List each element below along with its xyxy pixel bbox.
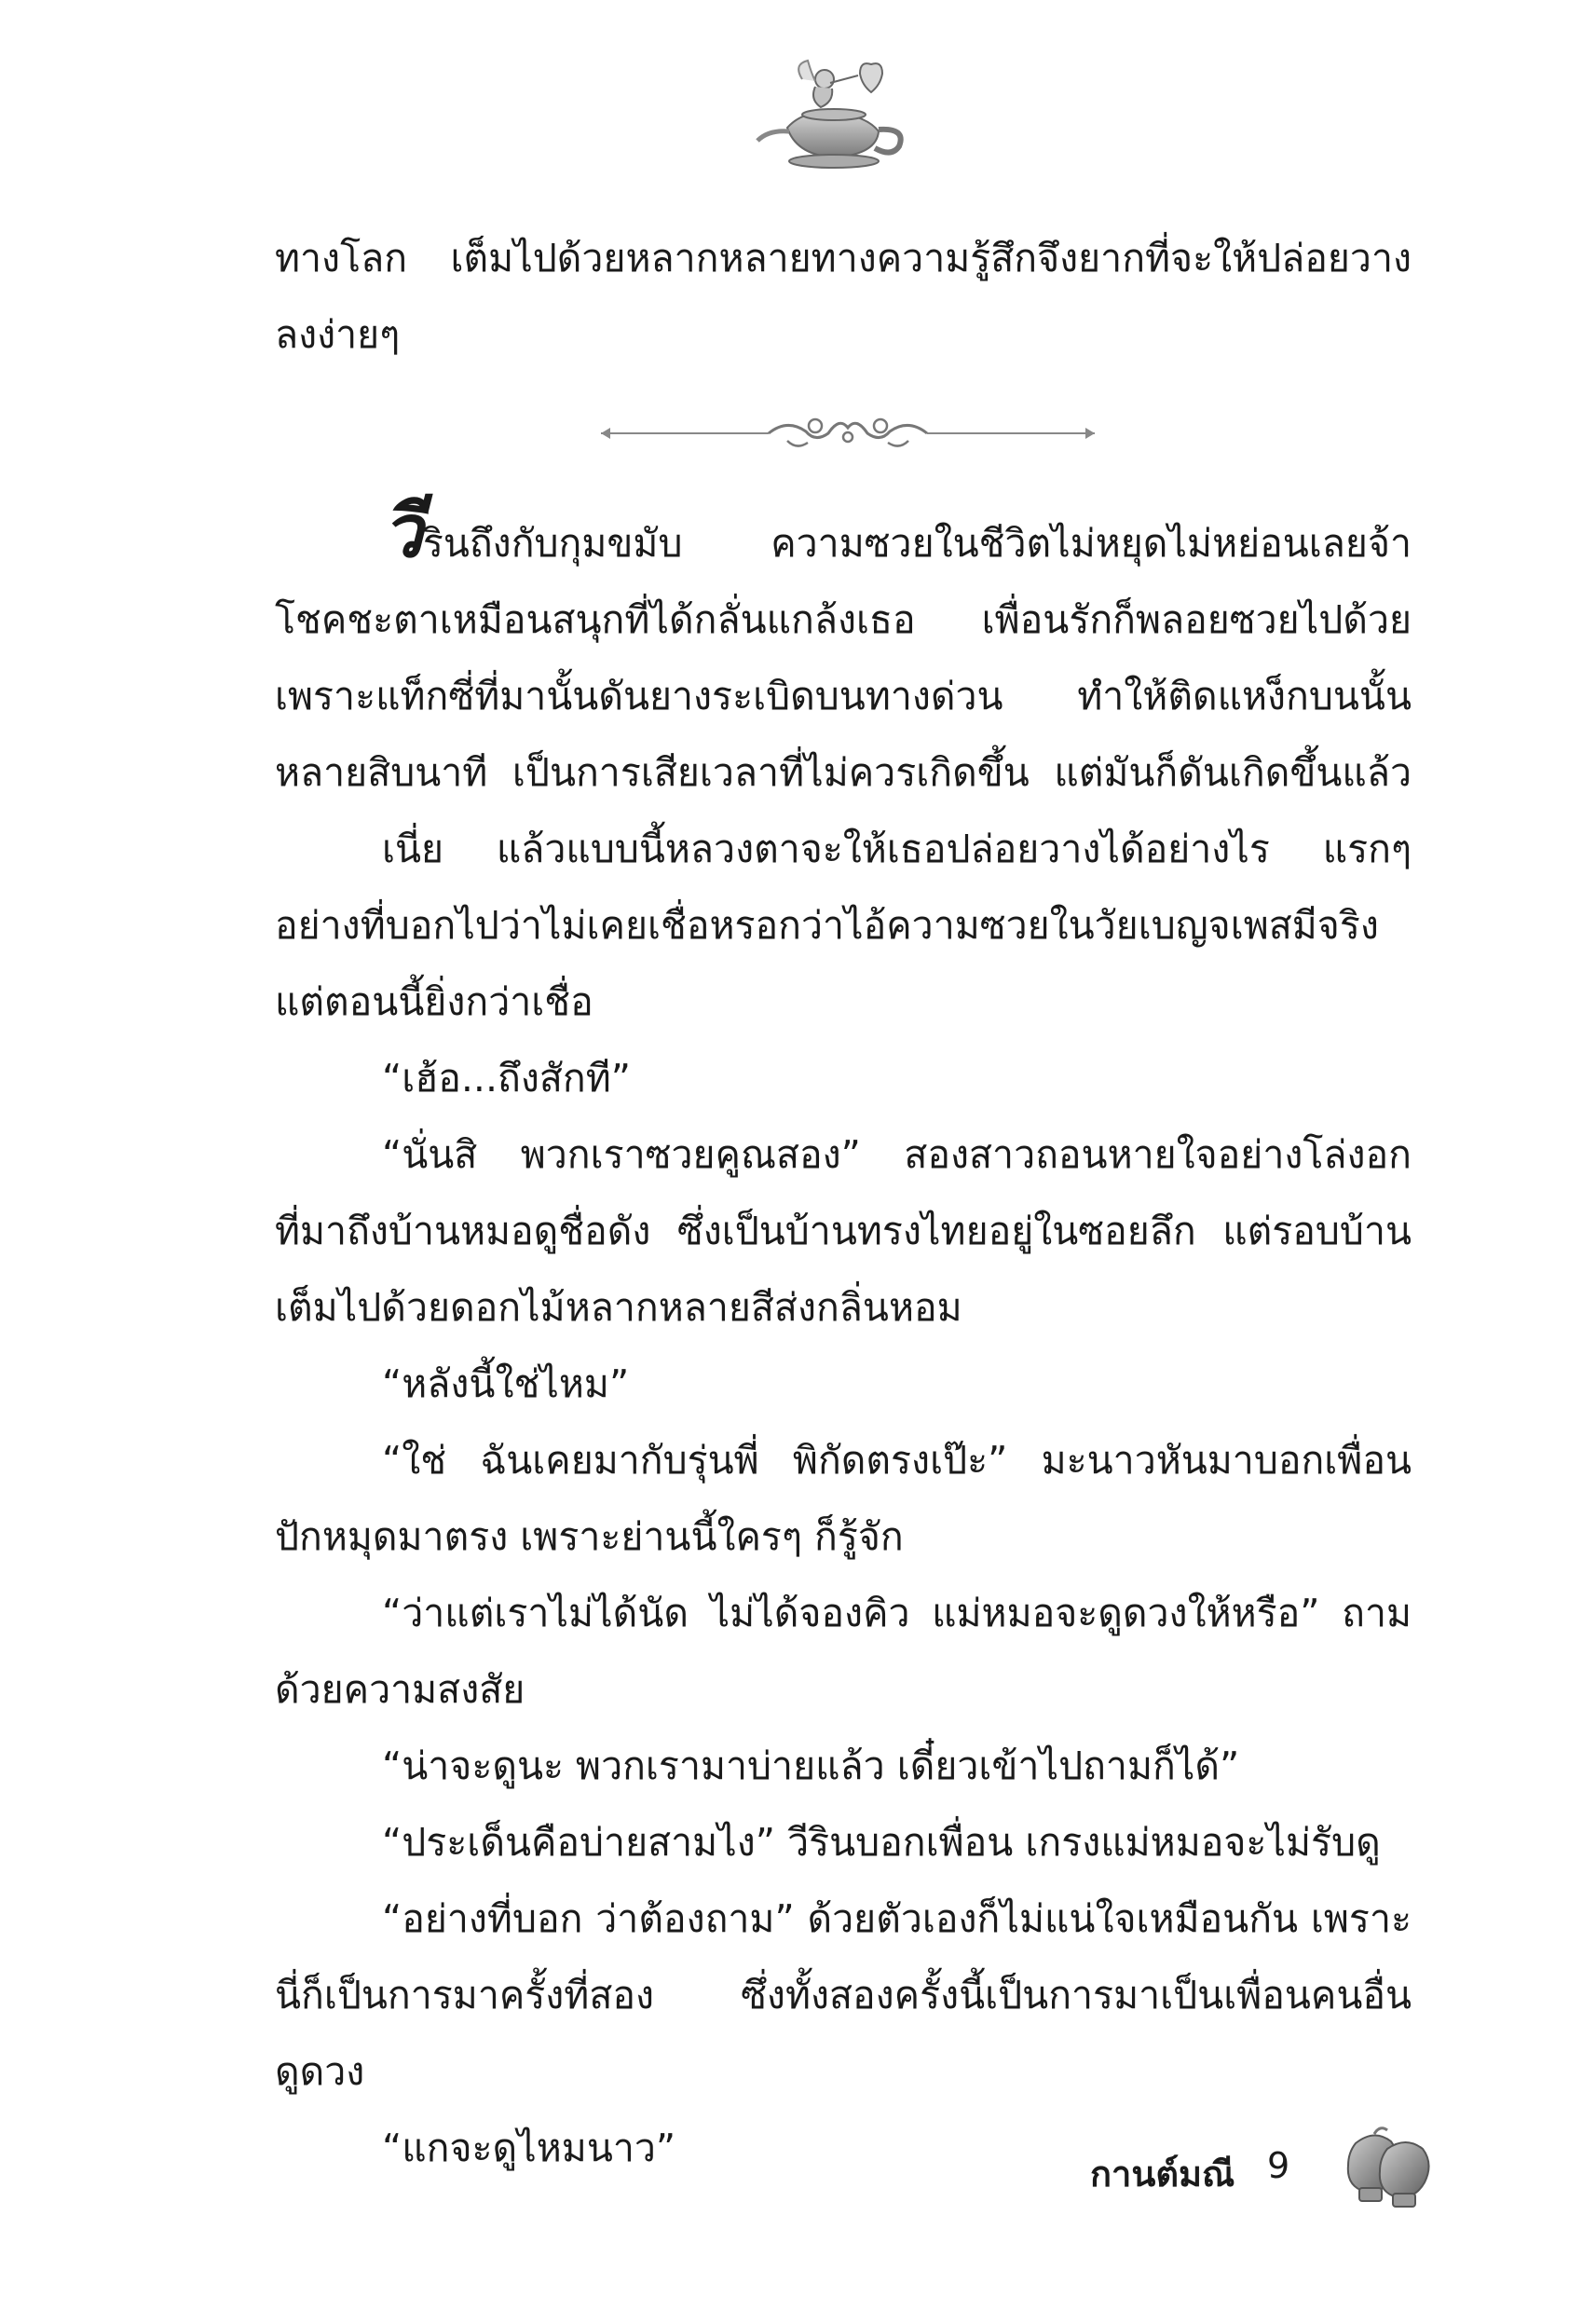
dialogue-line: “ว่าแต่เราไม่ได้นัด ไม่ได้จองคิว แม่หมอจะดูดวงให้หรือ” ถาม xyxy=(382,1591,1412,1635)
dialogue-line: “นั่นสิ พวกเราซวยคูณสอง” สองสาวถอนหายใจอย่างโล่งอก xyxy=(382,1132,1412,1177)
body-text xyxy=(275,490,1412,2186)
paragraph-line: ลงง่ายๆ xyxy=(275,312,401,357)
paragraph-line-first xyxy=(275,490,1412,581)
dialogue-line: “แกจะดูไหมนาว” xyxy=(382,2126,676,2170)
dialogue-line: “เฮ้อ...ถึงสักที” xyxy=(382,1056,631,1101)
paragraph-line-rest: รินถึงกับกุมขมับ ความซวยในชีวิตไม่หยุดไม่หย่อนเลยจ้า xyxy=(422,521,1412,566)
paragraph-line: นี่ก็เป็นการมาครั้งที่สอง ซึ่งทั้งสองครั้งนี้เป็นการมาเป็นเพื่อนคนอื่น xyxy=(275,1973,1412,2017)
top-paragraph xyxy=(275,220,1412,373)
dialogue-line: “หลังนี้ใช่ไหม” xyxy=(382,1361,630,1406)
dialogue-line: “น่าจะดูนะ พวกเรามาบ่ายแล้ว เดี๋ยวเข้าไปถามก็ได้” xyxy=(382,1744,1240,1788)
paragraph-line: ด้วยความสงสัย xyxy=(275,1667,525,1712)
dialogue-line: “ประเด็นคือบ่ายสามไง” วีรินบอกเพื่อน เกรงแม่หมอจะไม่รับดู xyxy=(382,1820,1381,1865)
drop-cap: วี xyxy=(382,490,423,574)
running-title: กานต์มณี xyxy=(1090,2154,1235,2195)
paragraph-line: อย่างที่บอกไปว่าไม่เคยเชื่อหรอกว่าไอ้ความซวยในวัยเบญจเพสมีจริง xyxy=(275,903,1379,948)
paragraph-line: ปักหมุดมาตรง เพราะย่านนี้ใครๆ ก็รู้จัก xyxy=(275,1514,904,1559)
page-number: 9 xyxy=(1267,2145,1290,2186)
paragraph-line: เต็มไปด้วยดอกไม้หลากหลายสีส่งกลิ่นหอม xyxy=(275,1285,962,1330)
paragraph-line: เพราะแท็กซี่ที่มานั้นดันยางระเบิดบนทางด่วน ทำให้ติดแหง็กบนนั้น xyxy=(275,674,1412,718)
paragraph-line: ดูดวง xyxy=(275,2049,365,2094)
page-footer xyxy=(1090,2125,1444,2208)
boxing-gloves-icon xyxy=(1337,2125,1439,2208)
paragraph-line: โชคชะตาเหมือนสนุกที่ได้กลั่นแกล้งเธอ เพื่อนรักก็พลอยซวยไปด้วย xyxy=(275,597,1412,642)
paragraph-line: หลายสิบนาที เป็นการเสียเวลาที่ไม่ควรเกิดขึ้น แต่มันก็ดันเกิดขึ้นแล้ว xyxy=(275,750,1412,795)
dialogue-line: “ใช่ ฉันเคยมากับรุ่นพี่ พิกัดตรงเป๊ะ” มะนาวหันมาบอกเพื่อน xyxy=(382,1438,1412,1483)
ornamental-flourish-divider xyxy=(601,405,1095,461)
paragraph-line: แต่ตอนนี้ยิ่งกว่าเชื่อ xyxy=(275,979,593,1024)
paragraph-line: เนี่ย แล้วแบบนี้หลวงตาจะให้เธอปล่อยวางได้อย่างไร แรกๆ xyxy=(382,827,1412,871)
paragraph-line: ทางโลก เต็มไปด้วยหลากหลายทางความรู้สึกจึงยากที่จะให้ปล่อยวาง xyxy=(275,236,1412,280)
teapot-with-cupid-icon xyxy=(750,51,913,172)
paragraph-line: ที่มาถึงบ้านหมอดูชื่อดัง ซึ่งเป็นบ้านทรงไทยอยู่ในซอยลึก แต่รอบบ้าน xyxy=(275,1209,1412,1253)
dialogue-line: “อย่างที่บอก ว่าต้องถาม” ด้วยตัวเองก็ไม่แน่ใจเหมือนกัน เพราะ xyxy=(382,1896,1412,1941)
